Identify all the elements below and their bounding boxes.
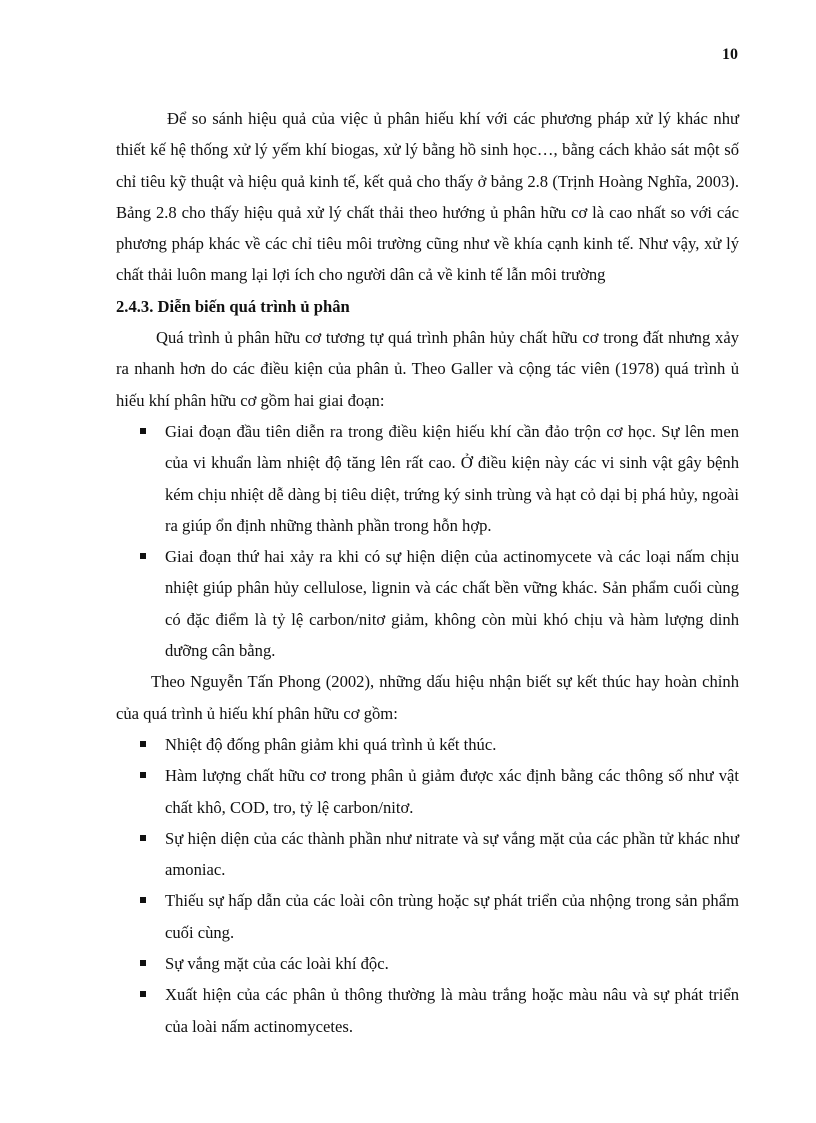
paragraph-composting-process: Quá trình ủ phân hữu cơ tương tự quá trình phân hủy chất hữu cơ trong đất nhưng xảy ra nhanh hơn do các điều kiện của phân ủ. Theo Galler và cộng tác viên (1978) quá trình ủ hiếu khí phân hữu cơ gồm hai giai đoạn: [116, 328, 739, 410]
list-item [116, 885, 739, 948]
square-bullet-icon [140, 741, 146, 747]
square-bullet-icon [140, 835, 146, 841]
stages-list [116, 416, 739, 666]
list-item-text: Sự vắng mặt của các loài khí độc. [165, 954, 389, 974]
square-bullet-icon [140, 553, 146, 559]
square-bullet-icon [140, 991, 146, 997]
list-item [116, 823, 739, 886]
list-item-text: Sự hiện diện của các thành phần như nitrate và sự vắng mặt của các phần tử khác như amoniac. [165, 828, 739, 880]
list-item [116, 948, 739, 979]
square-bullet-icon [140, 772, 146, 778]
list-item [116, 729, 739, 760]
list-item-text: Thiếu sự hấp dẫn của các loài côn trùng hoặc sự phát triển của nhộng trong sản phẩm cuối cùng. [165, 891, 739, 942]
page-content [116, 103, 739, 1042]
paragraph-completion-signs: Theo Nguyễn Tấn Phong (2002), những dấu hiệu nhận biết sự kết thúc hay hoàn chỉnh của quá trình ủ hiếu khí phân hữu cơ gồm: [116, 672, 739, 723]
page-number: 10 [722, 46, 738, 63]
list-item [116, 416, 739, 541]
paragraph-comparison: Để so sánh hiệu quả của việc ủ phân hiếu khí với các phương pháp xử lý khác như thiết kế hệ thống xử lý yếm khí biogas, xử lý bằng hồ sinh học…, bằng cách khảo sát một số chỉ tiêu kỹ thuật và hiệu quả kinh tế, kết quả cho thấy ở bảng 2.8 (Trịnh Hoàng Nghĩa, 2003). Bảng 2.8 cho thấy hiệu quả xử lý chất thải theo hướng ủ phân hữu cơ là cao nhất so với các phương pháp khác về các chỉ tiêu môi trường cũng như về khía cạnh kinh tế. Như vậy, xử lý chất thải luôn mang lại lợi ích cho người dân cả về kinh tế lẫn môi trường [116, 109, 739, 285]
list-item [116, 541, 739, 666]
list-item-text: Hàm lượng chất hữu cơ trong phân ủ giảm được xác định bằng các thông số như vật chất khô, COD, tro, tỷ lệ carbon/nitơ. [165, 766, 739, 817]
list-item [116, 760, 739, 823]
signs-list [116, 729, 739, 1042]
section-heading: 2.4.3. Diễn biến quá trình ủ phân [116, 296, 350, 316]
square-bullet-icon [140, 960, 146, 966]
list-item-text: Xuất hiện của các phân ủ thông thường là màu trắng hoặc màu nâu và sự phát triển của loài nấm actinomycetes. [165, 985, 739, 1036]
square-bullet-icon [140, 428, 146, 434]
list-item [116, 979, 739, 1042]
square-bullet-icon [140, 897, 146, 903]
list-item-text: Nhiệt độ đống phân giảm khi quá trình ủ kết thúc. [165, 734, 497, 754]
list-item-text: Giai đoạn đầu tiên diễn ra trong điều kiện hiếu khí cần đảo trộn cơ học. Sự lên men của vi khuẩn làm nhiệt độ tăng lên rất cao. Ở điều kiện này các vi sinh vật gây bệnh kém chịu nhiệt dễ dàng bị tiêu diệt, trứng ký sinh trùng và hạt cỏ dại bị phá hủy, ngoài ra giúp ổn định những thành phần trong hỗn hợp. [165, 421, 739, 535]
list-item-text: Giai đoạn thứ hai xảy ra khi có sự hiện diện của actinomycete và các loại nấm chịu nhiệt giúp phân hủy cellulose, lignin và các chất bền vững khác. Sản phẩm cuối cùng có đặc điểm là tỷ lệ carbon/nitơ giảm, không còn mùi khó chịu và hàm lượng dinh dưỡng cân bằng. [165, 547, 739, 661]
